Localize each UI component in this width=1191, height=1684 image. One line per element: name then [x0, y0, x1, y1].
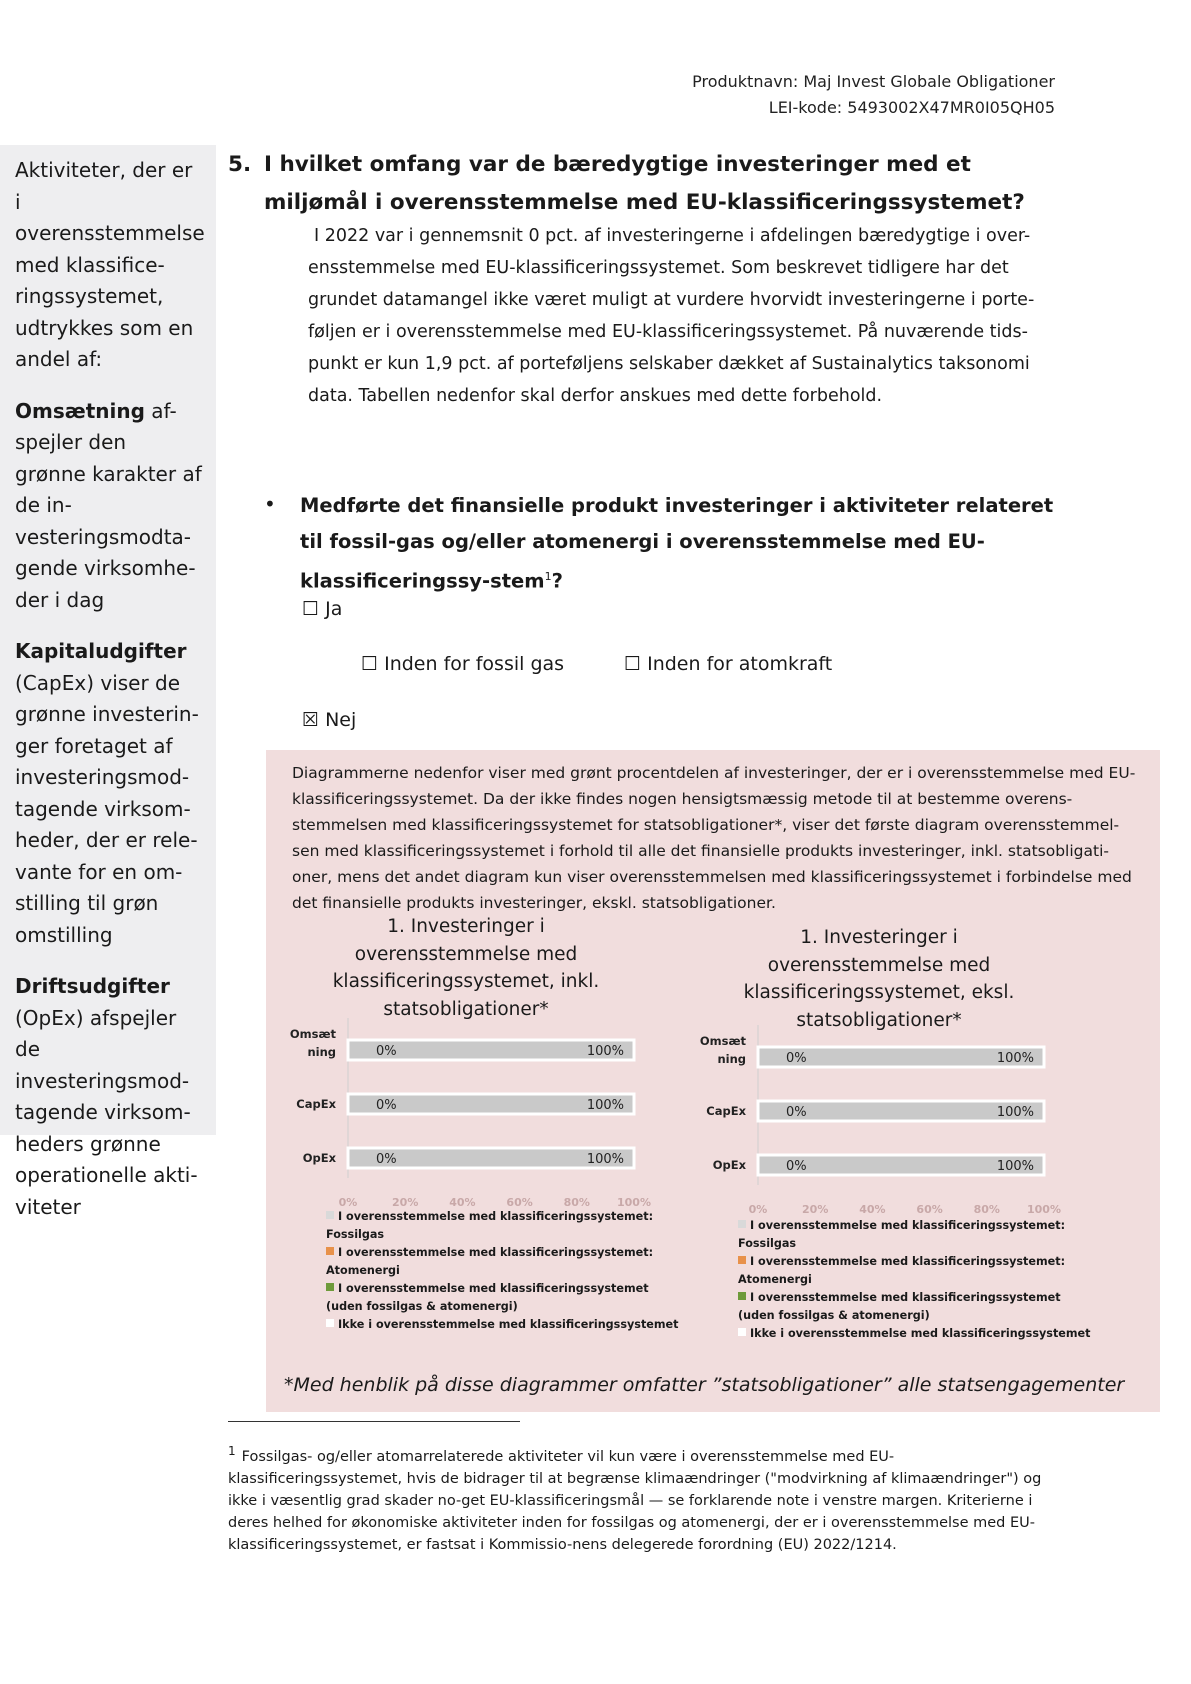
data-label-left: 0% — [376, 1152, 397, 1167]
revenue-text: af-spejler den grønne karakter af de in-vesteringsmodta-gende virksomhe-der i dag — [15, 398, 202, 612]
option-fossil-label: Inden for fossil gas — [384, 653, 565, 675]
opex-term: Driftsudgifter — [15, 974, 170, 998]
opex-text: (OpEx) afspejler de investeringsmod-tagende virksom-heders grønne operationelle akti-viteter — [15, 1005, 198, 1219]
product-name: Produktnavn: Maj Invest Globale Obligationer — [692, 72, 1055, 91]
x-tick-label: 60% — [506, 1196, 533, 1209]
checkbox-nuclear-icon[interactable]: ☐ — [624, 653, 642, 675]
category-label-line: Omsæt — [289, 1027, 336, 1041]
checkbox-fossil-icon[interactable]: ☐ — [361, 653, 379, 675]
x-tick-label: 20% — [392, 1196, 419, 1209]
x-tick-label: 0% — [338, 1196, 358, 1209]
legend-item — [326, 1316, 686, 1334]
question-title: I hvilket omfang var de bæredygtige investeringer med et miljømål i overensstemmelse med EU-klassificeringssystemet? — [264, 152, 1025, 215]
data-label-left: 0% — [786, 1105, 807, 1120]
sidebar-opex — [15, 971, 202, 1223]
legend-label: I overensstemmelse med klassificeringssystemet: Fossilgas — [326, 1210, 654, 1241]
option-nuclear[interactable] — [624, 653, 832, 675]
legend-swatch — [738, 1328, 746, 1336]
data-label-right: 100% — [996, 1105, 1034, 1120]
info-box-text: Diagrammerne nedenfor viser med grønt procentdelen af investeringer, der er i overensstemmelse med EU-klassificeringssystemet. Da der ikke findes nogen hensigtsmæssig metode til at bestemme overens-stemmelsen med klassificeringssystemet for statsobligationer*, viser det første diagram overensstemmel-sen med klassificeringssystemet i forhold til alle det finansielle produkts investeringer, inkl. statsobligati-oner, mens det andet diagram kun viser overensstemmelsen med klassificeringssystemet i forbindelse med det finansielle produkts investeringer, ekskl. statsobligationer. — [292, 764, 1136, 912]
x-tick-label: 40% — [449, 1196, 476, 1209]
question-number: 5. — [228, 152, 252, 177]
legend-label: I overensstemmelse med klassificeringssystemet: Atomenergi — [326, 1246, 654, 1277]
legend-label: Ikke i overensstemmelse med klassificeringssystemet — [750, 1327, 1091, 1340]
footnote-mark: 1 — [228, 1444, 236, 1458]
option-yes[interactable] — [302, 598, 342, 620]
bullet-icon: • — [264, 492, 276, 516]
legend-item — [326, 1208, 686, 1244]
legend-item — [738, 1217, 1098, 1253]
sidebar-revenue — [15, 396, 202, 617]
chart-2-title: 1. Investeringer i overensstemmelse med klassificeringssystemet, eksl. statsobligationer* — [743, 927, 1015, 1031]
legend-swatch — [326, 1247, 334, 1255]
legend-item — [738, 1289, 1098, 1325]
data-label-left: 0% — [786, 1051, 807, 1066]
category-label-line: ning — [307, 1045, 336, 1059]
category-label — [700, 1034, 747, 1066]
legend-item — [738, 1325, 1098, 1343]
category-label — [290, 1027, 337, 1059]
checkbox-no-icon[interactable]: ☒ — [302, 709, 320, 731]
chart-2 — [690, 1025, 1090, 1230]
option-no[interactable] — [302, 709, 356, 731]
legend-item — [738, 1253, 1098, 1289]
legend-label: I overensstemmelse med klassificeringssystemet: Fossilgas — [738, 1219, 1066, 1250]
footnote-divider — [228, 1421, 520, 1422]
legend-swatch — [326, 1319, 334, 1327]
x-tick-label: 40% — [859, 1203, 886, 1216]
x-tick-label: 60% — [916, 1203, 943, 1216]
category-label-line: ning — [717, 1052, 746, 1066]
data-label-right: 100% — [586, 1098, 624, 1113]
checkbox-yes-icon[interactable]: ☐ — [302, 598, 320, 620]
sidebar-capex — [15, 636, 202, 951]
question-intro: I 2022 var i gennemsnit 0 pct. af investeringerne i afdelingen bæredygtige i over-ensstemmelse med EU-klassificeringssystemet. Som beskrevet tidligere har det grundet datamangel ikke været muligt at vurdere hvorvidt investeringerne i porte-føljen er i overensstemmelse med EU-klassificeringssystemet. På nuværende tids-punkt er kun 1,9 pct. af porteføljens selskaber dækket af Sustainalytics taksonomi data. Tabellen nedenfor skal derfor anskues med dette forbehold. — [308, 226, 1035, 406]
option-yes-label: Ja — [325, 598, 343, 620]
x-tick-label: 100% — [617, 1196, 651, 1209]
lei-code: LEI-kode: 5493002X47MR0I05QH05 — [768, 98, 1055, 117]
x-tick-label: 20% — [802, 1203, 829, 1216]
x-tick-label: 100% — [1027, 1203, 1061, 1216]
legend-swatch — [326, 1211, 334, 1219]
category-label: CapEx — [706, 1104, 746, 1118]
option-nuclear-label: Inden for atomkraft — [647, 653, 833, 675]
legend-label: I overensstemmelse med klassificeringssystemet: Atomenergi — [738, 1255, 1066, 1286]
legend-swatch — [326, 1283, 334, 1291]
footnote — [228, 1440, 1068, 1556]
legend-label: I overensstemmelse med klassificeringssystemet (uden fossilgas & atomenergi) — [326, 1282, 649, 1313]
data-label-right: 100% — [586, 1152, 624, 1167]
option-no-label: Nej — [325, 709, 357, 731]
capex-text: (CapEx) viser de grønne investerin-ger foretaget af investeringsmod-tagende virksom-heder, der er rele-vante for en om-stilling til grøn omstilling — [15, 670, 199, 947]
bullet-question-mark: ? — [551, 569, 563, 593]
sidebar-glossary — [0, 145, 216, 1219]
data-label-right: 100% — [586, 1044, 624, 1059]
legend-label: I overensstemmelse med klassificeringssystemet (uden fossilgas & atomenergi) — [738, 1291, 1061, 1322]
legend-label: Ikke i overensstemmelse med klassificeringssystemet — [338, 1318, 679, 1331]
data-label-right: 100% — [996, 1159, 1034, 1174]
chart-2-legend — [738, 1217, 1098, 1343]
footnote-ref[interactable]: 1 — [544, 570, 552, 583]
legend-item — [326, 1244, 686, 1280]
bullet-question-text: Medførte det finansielle produkt investeringer i aktiviteter relateret til fossil-gas og/eller atomenergi i overensstemmelse med EU-klassificeringssy-stem — [300, 494, 1054, 593]
category-label-line: Omsæt — [699, 1034, 746, 1048]
capex-term: Kapitaludgifter — [15, 639, 187, 663]
data-label-left: 0% — [376, 1098, 397, 1113]
bullet-question — [300, 488, 1080, 599]
chart-1-title: 1. Investeringer i overensstemmelse med klassificeringssystemet, inkl. statsobligationer* — [332, 916, 600, 1020]
legend-item — [326, 1280, 686, 1316]
category-label: CapEx — [296, 1097, 336, 1111]
footnote-body: Fossilgas- og/eller atomarrelaterede aktiviteter vil kun være i overensstemmelse med EU-klassificeringssystemet, hvis de bidrager til at begrænse klimaændringer ("modvirkning af klimaændringer") og ikke i væsentlig grad skader no-get EU-klassificeringsmål — se forklarende note i venstre margen. Kriterierne i deres helhed for økonomiske aktiviteter inden for fossilgas og atomenergi, der er i overensstemmelse med EU-klassificeringssystemet, er fastsat i Kommissio-nens delegerede forordning (EU) 2022/1214. — [228, 1448, 1042, 1553]
legend-swatch — [738, 1292, 746, 1300]
chart-1 — [280, 1018, 670, 1218]
x-tick-label: 80% — [973, 1203, 1000, 1216]
option-fossil[interactable] — [361, 653, 564, 675]
legend-swatch — [738, 1256, 746, 1264]
legend-swatch — [738, 1220, 746, 1228]
category-label: OpEx — [712, 1158, 746, 1172]
data-label-left: 0% — [376, 1044, 397, 1059]
category-label: OpEx — [302, 1151, 336, 1165]
data-label-left: 0% — [786, 1159, 807, 1174]
chart-1-legend — [326, 1208, 686, 1334]
data-label-right: 100% — [996, 1051, 1034, 1066]
x-tick-label: 0% — [748, 1203, 768, 1216]
revenue-term: Omsætning — [15, 398, 145, 423]
info-box-note: *Med henblik på disse diagrammer omfatter ”statsobligationer” alle statsengagementer — [284, 1374, 1125, 1396]
x-tick-label: 80% — [563, 1196, 590, 1209]
sidebar-intro: Aktiviteter, der er i overensstemmelse med klassifice-ringssystemet, udtrykkes som en andel af: — [15, 158, 205, 371]
